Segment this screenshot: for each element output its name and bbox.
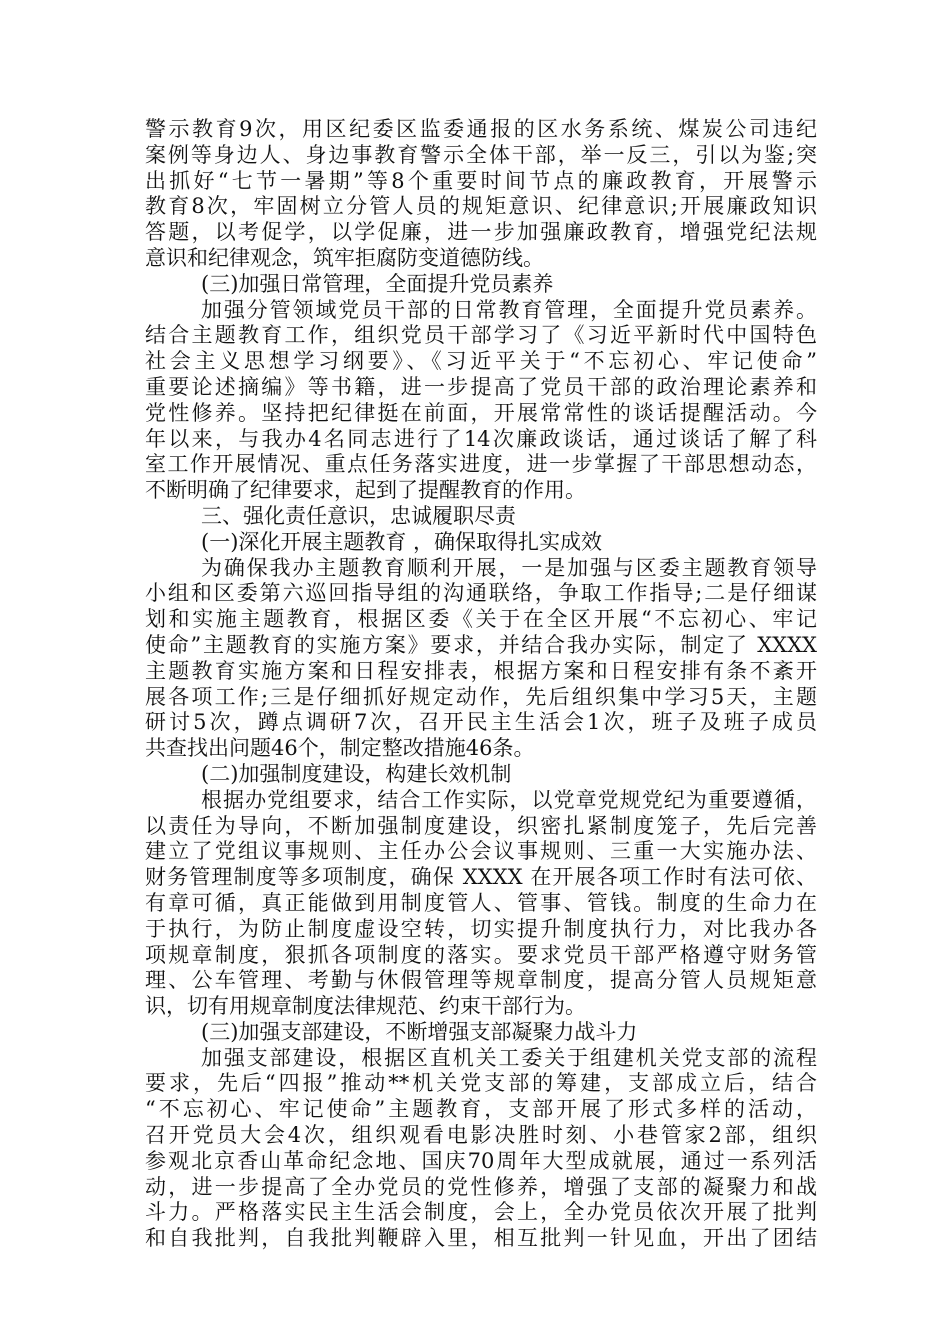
text-line: 理、公车管理、考勤与休假管理等规章制度，提高分管人员规矩意 — [145, 968, 817, 993]
text-line: 出抓好“七节一暑期”等8个重要时间节点的廉政教育，开展警示 — [145, 168, 817, 193]
text-line: 财务管理制度等多项制度，确保 XXXX 在开展各项工作时有法可依、 — [145, 865, 817, 890]
text-line: 以责任为导向，不断加强制度建设，织密扎紧制度笼子，先后完善 — [145, 813, 817, 838]
text-line: 室工作开展情况、重点任务落实进度，进一步掌握了干部思想动态， — [145, 452, 817, 477]
text-line: 项规章制度，狠抓各项制度的落实。要求党员干部严格遵守财务管 — [145, 942, 817, 967]
text-line: 加强分管领域党员干部的日常教育管理，全面提升党员素养。 — [201, 297, 817, 322]
text-line: 研讨5次，蹲点调研7次，召开民主生活会1次，班子及班子成员 — [145, 710, 817, 735]
text-line: (三)加强日常管理，全面提升党员素养 — [201, 271, 554, 296]
text-line: 为确保我办主题教育顺利开展，一是加强与区委主题教育领导 — [201, 555, 817, 580]
text-line: 重要论述摘编》等书籍，进一步提高了党员干部的政治理论素养和 — [145, 374, 817, 399]
text-line: 不断明确了纪律要求，起到了提醒教育的作用。 — [145, 478, 586, 503]
text-line: 建立了党组议事规则、主任办公会议事规则、三重一大实施办法、 — [145, 839, 817, 864]
text-line: 斗力。严格落实民主生活会制度，会上，全办党员依次开展了批判 — [145, 1200, 817, 1225]
text-line: 参观北京香山革命纪念地、国庆70周年大型成就展，通过一系列活 — [145, 1148, 817, 1173]
text-line: 展各项工作;三是仔细抓好规定动作，先后组织集中学习5天，主题 — [145, 684, 817, 709]
text-line: (一)深化开展主题教育 ，确保取得扎实成效 — [201, 529, 603, 554]
text-line: 党性修养。坚持把纪律挺在前面，开展常常性的谈话提醒活动。今 — [145, 400, 817, 425]
text-line: 划和实施主题教育，根据区委《关于在全区开展“不忘初心、牢记 — [145, 607, 817, 632]
document-body — [145, 117, 817, 1252]
text-line: (二)加强制度建设，构建长效机制 — [201, 761, 512, 786]
text-line: “不忘初心、牢记使命”主题教育，支部开展了形式多样的活动， — [145, 1097, 817, 1122]
text-line: 案例等身边人、身边事教育警示全体干部，举一反三，引以为鉴;突 — [145, 142, 817, 167]
text-line: 结合主题教育工作，组织党员干部学习了《习近平新时代中国特色 — [145, 323, 817, 348]
text-line: 根据办党组要求，结合工作实际，以党章党规党纪为重要遵循， — [201, 787, 817, 812]
text-line: 主题教育实施方案和日程安排表，根据方案和日程安排有条不紊开 — [145, 658, 817, 683]
text-line: 识，切有用规章制度法律规范、约束干部行为。 — [145, 994, 586, 1019]
text-line: 三、强化责任意识，忠诚履职尽责 — [201, 503, 516, 528]
text-line: 使命”主题教育的实施方案》要求，并结合我办实际，制定了 XXXX — [145, 632, 817, 657]
text-line: 有章可循，真正能做到用制度管人、管事、管钱。制度的生命力在 — [145, 890, 817, 915]
text-line: 加强支部建设，根据区直机关工委关于组建机关党支部的流程 — [201, 1045, 817, 1070]
text-line: 年以来，与我办4名同志进行了14次廉政谈话，通过谈话了解了科 — [145, 426, 817, 451]
text-line: 社会主义思想学习纲要》、《习近平关于“不忘初心、牢记使命” — [145, 349, 817, 374]
text-line: 要求，先后“四报”推动**机关党支部的筹建，支部成立后，结合 — [145, 1071, 817, 1096]
text-line: 意识和纪律观念，筑牢拒腐防变道德防线。 — [145, 245, 544, 270]
text-line: 召开党员大会4次，组织观看电影决胜时刻、小巷管家2部，组织 — [145, 1123, 817, 1148]
text-line: (三)加强支部建设，不断增强支部凝聚力战斗力 — [201, 1019, 638, 1044]
text-line: 和自我批判，自我批判鞭辟入里，相互批判一针见血，开出了团结 — [145, 1226, 817, 1251]
text-line: 于执行，为防止制度虚设空转，切实提升制度执行力，对比我办各 — [145, 916, 817, 941]
text-line: 小组和区委第六巡回指导组的沟通联络，争取工作指导;二是仔细谋 — [145, 581, 817, 606]
text-line: 共查找出问题46个，制定整改措施46条。 — [145, 736, 535, 761]
text-line: 警示教育9次，用区纪委区监委通报的区水务系统、煤炭公司违纪 — [145, 117, 817, 141]
text-line: 答题，以考促学，以学促廉，进一步加强廉政教育，增强党纪法规 — [145, 220, 817, 245]
text-line: 动，进一步提高了全办党员的党性修养，增强了支部的凝聚力和战 — [145, 1174, 817, 1199]
text-line: 教育8次，牢固树立分管人员的规矩意识、纪律意识;开展廉政知识 — [145, 194, 817, 219]
